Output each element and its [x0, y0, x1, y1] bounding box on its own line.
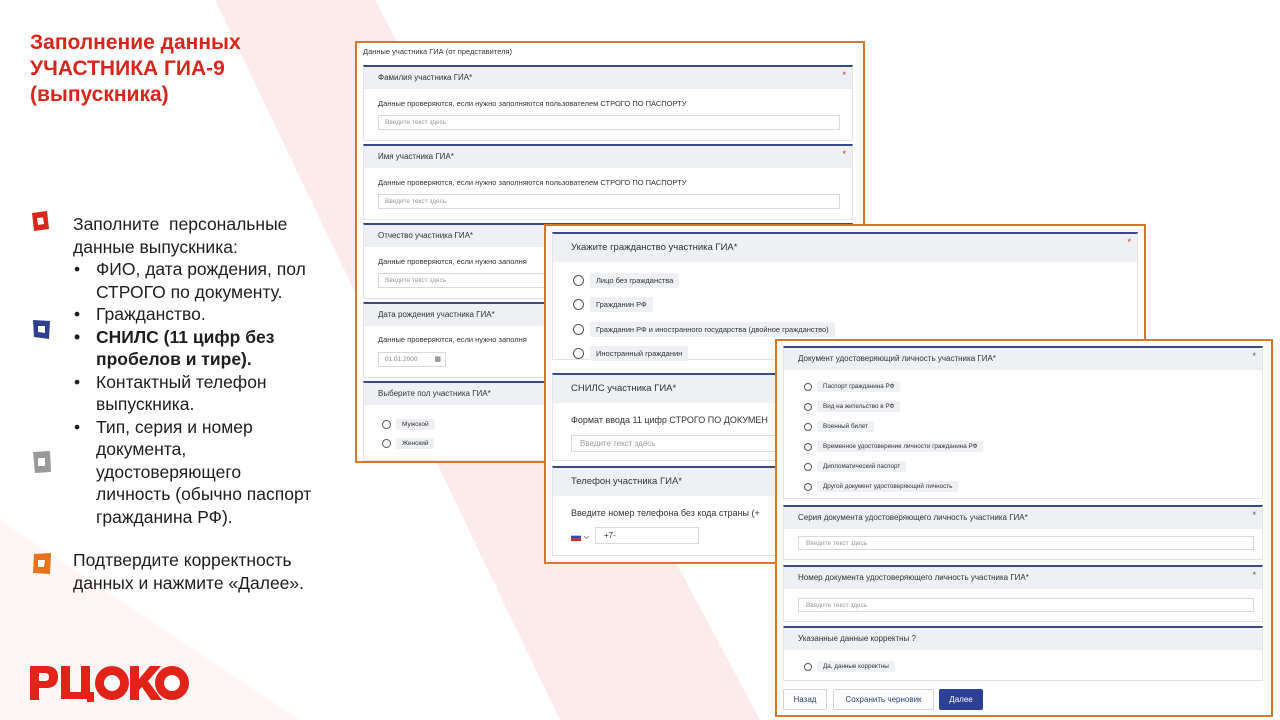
list-item: [73, 326, 311, 371]
doc-option-passport[interactable]: [804, 381, 900, 392]
last-name-input[interactable]: Введите текст здесь: [378, 115, 840, 130]
rcoko-logo: [30, 664, 190, 702]
doc-option-temporary-id[interactable]: [804, 441, 983, 452]
patronymic-input[interactable]: Введите текст здесь: [378, 273, 678, 288]
instruction-list: [73, 258, 311, 528]
document-series-input[interactable]: Введите текст здесь: [798, 536, 1254, 550]
calendar-icon[interactable]: ▦: [434, 356, 441, 363]
intro-line-1: Заполните персональные: [73, 214, 288, 234]
title-line-1: Заполнение данных: [30, 31, 241, 54]
last-name-note: Данные проверяются, если нужно заполняются пользователем СТРОГО ПО ПАСПОРТУ: [378, 99, 687, 108]
radio-button[interactable]: [382, 439, 391, 448]
title-line-2: УЧАСТНИКА ГИА-9: [30, 57, 225, 80]
next-button[interactable]: Далее: [939, 689, 983, 710]
radio-button[interactable]: [573, 299, 584, 310]
bullet-5-line-1: • Тип, серия и номер: [96, 416, 253, 437]
citizenship-option-foreign[interactable]: [573, 346, 688, 361]
gender-option-female[interactable]: [382, 438, 434, 449]
first-name-note: Данные проверяются, если нужно заполняются пользователем СТРОГО ПО ПАСПОРТУ: [378, 178, 687, 187]
bullet-5-line-5: гражданина РФ).: [96, 506, 233, 527]
citizenship-option-stateless[interactable]: [573, 273, 679, 288]
first-name-label-text: Имя участника ГИА*: [378, 152, 454, 161]
country-selector[interactable]: [571, 530, 591, 542]
bullet-3-line-1: • СНИЛС (11 цифр без: [96, 326, 275, 347]
doc-option-residence-permit[interactable]: [804, 401, 900, 412]
document-series-label-text: Серия документа удостоверяющего личность участника ГИА*: [798, 513, 1028, 522]
section-title: Данные участника ГИА (от представителя): [363, 47, 513, 56]
confirm-label: [784, 628, 1262, 650]
orange-marker-icon: [32, 552, 52, 574]
document-series-label: [784, 507, 1262, 529]
required-mark: *: [1252, 510, 1256, 520]
citizenship-label: [553, 234, 1137, 262]
radio-button[interactable]: [804, 463, 812, 471]
blue-marker-icon: [32, 318, 52, 340]
birth-date-input[interactable]: [378, 352, 446, 367]
snils-note: Формат ввода 11 цифр СТРОГО ПО ДОКУМЕН: [571, 415, 768, 425]
birth-date-note: Данные проверяются, если нужно заполня: [378, 335, 527, 344]
slide-title: [30, 30, 350, 108]
list-item: [73, 371, 311, 416]
doc-option-other[interactable]: [804, 481, 958, 492]
confirm-instruction: [73, 549, 304, 594]
doc-option-military-id[interactable]: [804, 421, 874, 432]
save-draft-button[interactable]: Сохранить черновик: [833, 689, 934, 710]
radio-button[interactable]: [382, 420, 391, 429]
patronymic-label-text: Отчество участника ГИА*: [378, 231, 474, 240]
bullet-3-line-2: пробелов и тире).: [96, 349, 252, 369]
snils-input[interactable]: Введите текст здесь: [571, 435, 781, 452]
doc-option-diplomatic-passport[interactable]: [804, 461, 906, 472]
birth-date-value: 01.01.2000: [385, 356, 418, 363]
last-name-label-text: Фамилия участника ГИА*: [378, 73, 473, 82]
last-name-card: [363, 65, 853, 141]
citizenship-option-dual[interactable]: [573, 322, 835, 337]
doc-option-label: Другой документ удостоверяющий личность: [817, 481, 958, 492]
citizenship-option-label: Гражданин РФ: [590, 297, 653, 312]
list-item: [73, 258, 311, 303]
required-mark: *: [1252, 570, 1256, 580]
intro-line-2: данные выпускника:: [73, 236, 238, 257]
identity-document-screenshot: [775, 339, 1273, 717]
document-number-label-text: Номер документа удостоверяющего личность участника ГИА*: [798, 573, 1029, 582]
first-name-card: [363, 144, 853, 220]
list-item: [73, 416, 311, 529]
gender-option-male[interactable]: [382, 419, 435, 430]
phone-note: Введите номер телефона без кода страны (+: [571, 508, 760, 518]
first-name-label: [364, 146, 852, 168]
bullet-4-line-1: • Контактный телефон: [96, 371, 267, 392]
radio-button[interactable]: [573, 275, 584, 286]
document-type-label: [784, 348, 1262, 370]
bullet-1-line-2: СТРОГО по документу.: [96, 281, 283, 302]
last-name-label: [364, 67, 852, 89]
required-mark: *: [842, 70, 846, 80]
confirm-card: [783, 626, 1263, 681]
citizenship-option-label: Иностранный гражданин: [590, 346, 688, 361]
citizenship-option-label: Лицо без гражданства: [590, 273, 679, 288]
required-mark: *: [1127, 237, 1131, 247]
document-type-card: [783, 346, 1263, 499]
required-mark: *: [842, 149, 846, 159]
radio-button[interactable]: [804, 443, 812, 451]
gray-marker-icon: [32, 450, 52, 472]
bullet-2-line-1: • Гражданство.: [96, 304, 206, 324]
document-number-label: [784, 567, 1262, 589]
title-line-3: (выпускника): [30, 83, 169, 106]
confirm-line-1: Подтвердите корректность: [73, 550, 292, 570]
radio-button[interactable]: [804, 383, 812, 391]
bullet-5-line-4: личность (обычно паспорт: [96, 484, 312, 504]
confirm-line-2: данных и нажмите «Далее».: [73, 572, 305, 593]
patronymic-note: Данные проверяются, если нужно заполня: [378, 257, 527, 266]
confirm-option-label: Да, данные корректны: [817, 661, 895, 672]
radio-button[interactable]: [573, 348, 584, 359]
gender-option-label: Мужской: [396, 419, 435, 430]
document-number-input[interactable]: Введите текст здесь: [798, 598, 1254, 612]
bullet-1-line-1: • ФИО, дата рождения, пол: [96, 259, 306, 279]
phone-input[interactable]: +7-: [595, 527, 699, 544]
doc-option-label: Вид на жительство в РФ: [817, 401, 900, 412]
doc-option-label: Дипломатический паспорт: [817, 461, 906, 472]
doc-option-label: Временное удостоверение личности гражданина РФ: [817, 441, 983, 452]
radio-button[interactable]: [804, 423, 812, 431]
document-series-card: [783, 505, 1263, 560]
red-marker-icon: [30, 210, 50, 232]
gender-option-label: Женский: [396, 438, 434, 449]
confirm-option-yes[interactable]: [804, 661, 895, 672]
gender-label-text: Выберите пол участника ГИА*: [378, 389, 491, 398]
list-item: [73, 303, 311, 326]
bullet-5-line-3: удостоверяющего: [96, 461, 242, 482]
document-number-card: [783, 565, 1263, 622]
radio-button[interactable]: [804, 483, 812, 491]
citizenship-label-text: Укажите гражданство участника ГИА*: [571, 242, 738, 253]
document-type-label-text: Документ удостоверяющий личность участника ГИА*: [798, 354, 996, 363]
radio-button[interactable]: [804, 663, 812, 671]
radio-button[interactable]: [804, 403, 812, 411]
doc-option-label: Военный билет: [817, 421, 874, 432]
back-button[interactable]: Назад: [783, 689, 827, 710]
snils-label-text: СНИЛС участника ГИА*: [571, 383, 677, 394]
bullet-5-line-2: документа,: [96, 439, 187, 459]
first-name-input[interactable]: Введите текст здесь: [378, 194, 840, 209]
required-mark: *: [1252, 351, 1256, 361]
radio-button[interactable]: [573, 324, 584, 335]
phone-label-text: Телефон участника ГИА*: [571, 476, 682, 487]
rcoko-logo-mark: [30, 664, 190, 702]
instructions: [73, 213, 311, 528]
confirm-label-text: Указанные данные корректны ?: [798, 634, 916, 643]
doc-option-label: Паспорт гражданина РФ: [817, 381, 900, 392]
citizenship-option-rf[interactable]: [573, 297, 653, 312]
bullet-4-line-2: выпускника.: [96, 394, 195, 414]
russia-flag-icon: [571, 531, 591, 543]
birth-date-label-text: Дата рождения участника ГИА*: [378, 310, 495, 319]
citizenship-option-label: Гражданин РФ и иностранного государства (двойное гражданство): [590, 322, 835, 337]
